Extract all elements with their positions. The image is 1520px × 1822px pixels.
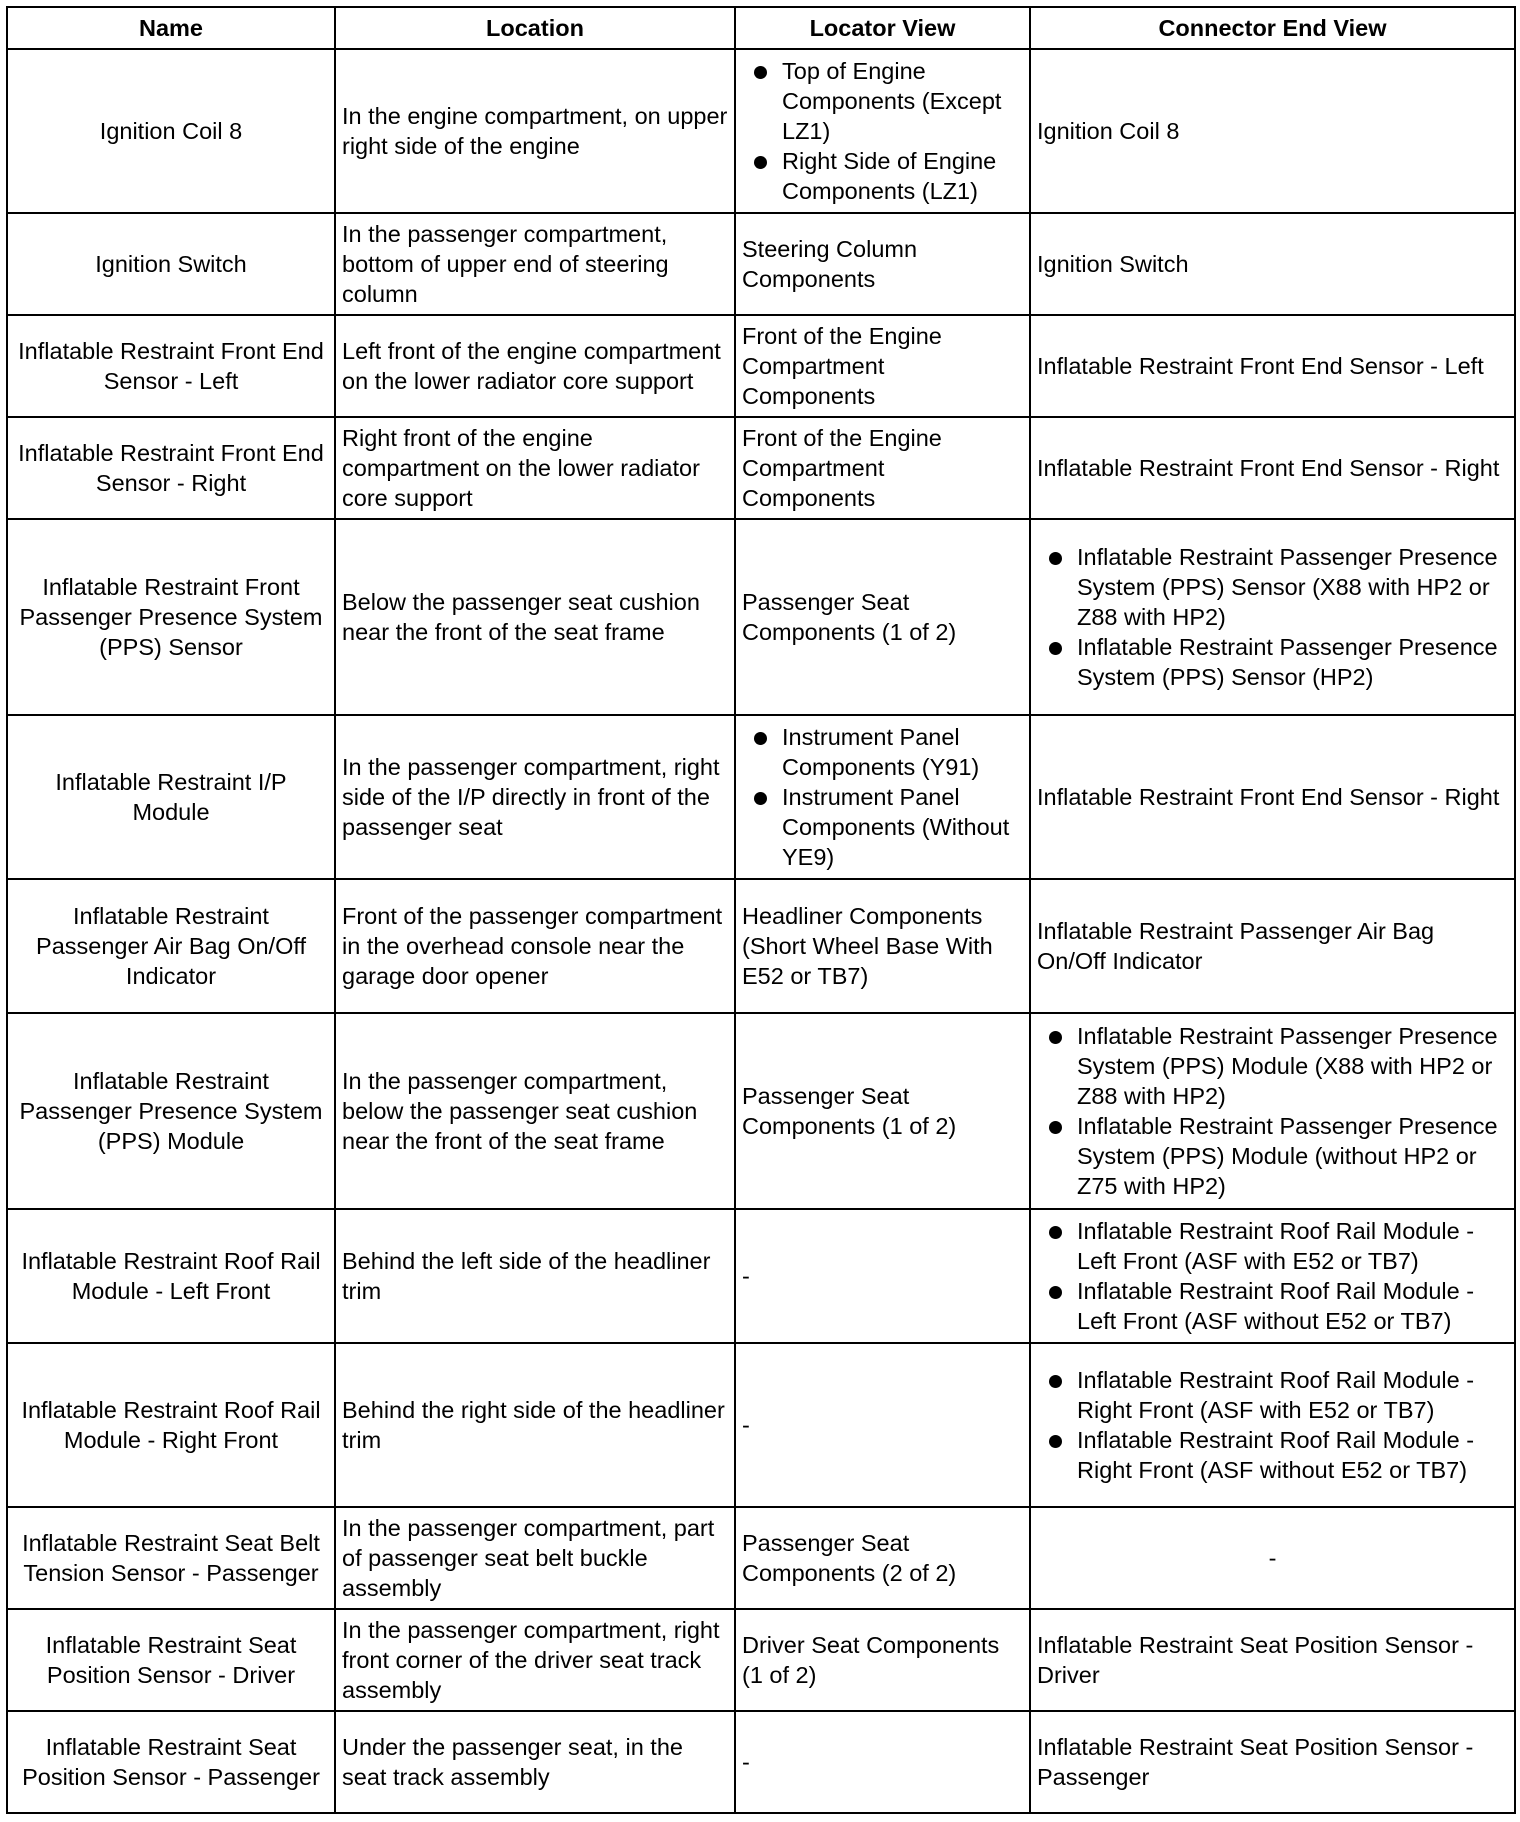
- cell-location: In the passenger compartment, right side of the I/P directly in front of the passenger seat: [335, 715, 735, 879]
- cell-location: Behind the left side of the headliner trim: [335, 1209, 735, 1343]
- cell-connector-end-view: [1030, 519, 1515, 715]
- table-row: [7, 1013, 1515, 1209]
- cell-name: Inflatable Restraint Roof Rail Module - Left Front: [7, 1209, 335, 1343]
- cell-name: Inflatable Restraint I/P Module: [7, 715, 335, 879]
- cell-locator-view: -: [735, 1209, 1030, 1343]
- connector-view-item: Inflatable Restraint Passenger Presence System (PPS) Module (X88 with HP2 or Z88 with HP2): [1037, 1021, 1508, 1111]
- cell-connector-end-view: Inflatable Restraint Seat Position Sensor - Passenger: [1030, 1711, 1515, 1813]
- connector-view-item: Inflatable Restraint Roof Rail Module - Right Front (ASF without E52 or TB7): [1037, 1425, 1508, 1485]
- cell-location: In the passenger compartment, bottom of upper end of steering column: [335, 213, 735, 315]
- cell-location: In the engine compartment, on upper right side of the engine: [335, 49, 735, 213]
- component-locator-table: [6, 6, 1516, 1814]
- table-row: [7, 715, 1515, 879]
- connector-view-item: Inflatable Restraint Passenger Presence System (PPS) Sensor (HP2): [1037, 632, 1508, 692]
- cell-location: Left front of the engine compartment on the lower radiator core support: [335, 315, 735, 417]
- cell-connector-end-view: Inflatable Restraint Seat Position Sensor - Driver: [1030, 1609, 1515, 1711]
- cell-name: Inflatable Restraint Front Passenger Presence System (PPS) Sensor: [7, 519, 335, 715]
- cell-locator-view: [735, 715, 1030, 879]
- cell-connector-end-view: Ignition Coil 8: [1030, 49, 1515, 213]
- locator-view-item: Right Side of Engine Components (LZ1): [742, 146, 1023, 206]
- cell-connector-end-view: Ignition Switch: [1030, 213, 1515, 315]
- table-row: [7, 213, 1515, 315]
- cell-locator-view: Headliner Components (Short Wheel Base With E52 or TB7): [735, 879, 1030, 1013]
- cell-connector-end-view: Inflatable Restraint Front End Sensor - Right: [1030, 417, 1515, 519]
- locator-view-item: Instrument Panel Components (Y91): [742, 722, 1023, 782]
- cell-locator-view: Front of the Engine Compartment Components: [735, 417, 1030, 519]
- cell-locator-view: Steering Column Components: [735, 213, 1030, 315]
- cell-locator-view: -: [735, 1711, 1030, 1813]
- table-row: [7, 1209, 1515, 1343]
- cell-locator-view: Front of the Engine Compartment Components: [735, 315, 1030, 417]
- table-row: [7, 49, 1515, 213]
- header-locator-view: Locator View: [735, 7, 1030, 49]
- locator-view-item: Instrument Panel Components (Without YE9): [742, 782, 1023, 872]
- cell-location: In the passenger compartment, right front corner of the driver seat track assembly: [335, 1609, 735, 1711]
- cell-name: Inflatable Restraint Seat Belt Tension Sensor - Passenger: [7, 1507, 335, 1609]
- cell-name: Ignition Switch: [7, 213, 335, 315]
- cell-name: Inflatable Restraint Seat Position Sensor - Passenger: [7, 1711, 335, 1813]
- cell-location: Below the passenger seat cushion near the front of the seat frame: [335, 519, 735, 715]
- table-row: [7, 879, 1515, 1013]
- cell-location: Behind the right side of the headliner trim: [335, 1343, 735, 1507]
- component-locator-document: [6, 6, 1514, 1814]
- header-location: Location: [335, 7, 735, 49]
- header-connector-end-view: Connector End View: [1030, 7, 1515, 49]
- locator-view-item: Top of Engine Components (Except LZ1): [742, 56, 1023, 146]
- cell-locator-view: Driver Seat Components (1 of 2): [735, 1609, 1030, 1711]
- cell-connector-end-view: [1030, 1209, 1515, 1343]
- cell-connector-end-view: -: [1030, 1507, 1515, 1609]
- table-row: [7, 315, 1515, 417]
- connector-view-item: Inflatable Restraint Roof Rail Module - Left Front (ASF without E52 or TB7): [1037, 1276, 1508, 1336]
- connector-view-item: Inflatable Restraint Passenger Presence System (PPS) Module (without HP2 or Z75 with HP2): [1037, 1111, 1508, 1201]
- cell-name: Inflatable Restraint Front End Sensor - Right: [7, 417, 335, 519]
- cell-connector-end-view: Inflatable Restraint Front End Sensor - Left: [1030, 315, 1515, 417]
- cell-location: Under the passenger seat, in the seat track assembly: [335, 1711, 735, 1813]
- table-row: [7, 519, 1515, 715]
- cell-name: Inflatable Restraint Roof Rail Module - Right Front: [7, 1343, 335, 1507]
- cell-connector-end-view: [1030, 1343, 1515, 1507]
- table-row: [7, 1343, 1515, 1507]
- connector-view-item: Inflatable Restraint Roof Rail Module - Left Front (ASF with E52 or TB7): [1037, 1216, 1508, 1276]
- table-row: [7, 1711, 1515, 1813]
- connector-view-item: Inflatable Restraint Roof Rail Module - Right Front (ASF with E52 or TB7): [1037, 1365, 1508, 1425]
- table-row: [7, 1507, 1515, 1609]
- table-row: [7, 417, 1515, 519]
- cell-locator-view: -: [735, 1343, 1030, 1507]
- cell-location: Right front of the engine compartment on the lower radiator core support: [335, 417, 735, 519]
- header-name: Name: [7, 7, 335, 49]
- cell-location: Front of the passenger compartment in the overhead console near the garage door opener: [335, 879, 735, 1013]
- cell-location: In the passenger compartment, below the passenger seat cushion near the front of the seat frame: [335, 1013, 735, 1209]
- cell-name: Inflatable Restraint Seat Position Sensor - Driver: [7, 1609, 335, 1711]
- cell-name: Inflatable Restraint Front End Sensor - Left: [7, 315, 335, 417]
- cell-locator-view: [735, 49, 1030, 213]
- cell-location: In the passenger compartment, part of passenger seat belt buckle assembly: [335, 1507, 735, 1609]
- table-row: [7, 1609, 1515, 1711]
- connector-view-item: Inflatable Restraint Passenger Presence System (PPS) Sensor (X88 with HP2 or Z88 with HP2): [1037, 542, 1508, 632]
- cell-locator-view: Passenger Seat Components (1 of 2): [735, 1013, 1030, 1209]
- cell-connector-end-view: Inflatable Restraint Passenger Air Bag On/Off Indicator: [1030, 879, 1515, 1013]
- cell-connector-end-view: Inflatable Restraint Front End Sensor - Right: [1030, 715, 1515, 879]
- cell-locator-view: Passenger Seat Components (1 of 2): [735, 519, 1030, 715]
- cell-locator-view: Passenger Seat Components (2 of 2): [735, 1507, 1030, 1609]
- cell-name: Inflatable Restraint Passenger Presence System (PPS) Module: [7, 1013, 335, 1209]
- cell-name: Inflatable Restraint Passenger Air Bag On/Off Indicator: [7, 879, 335, 1013]
- table-header-row: [7, 7, 1515, 49]
- cell-name: Ignition Coil 8: [7, 49, 335, 213]
- cell-connector-end-view: [1030, 1013, 1515, 1209]
